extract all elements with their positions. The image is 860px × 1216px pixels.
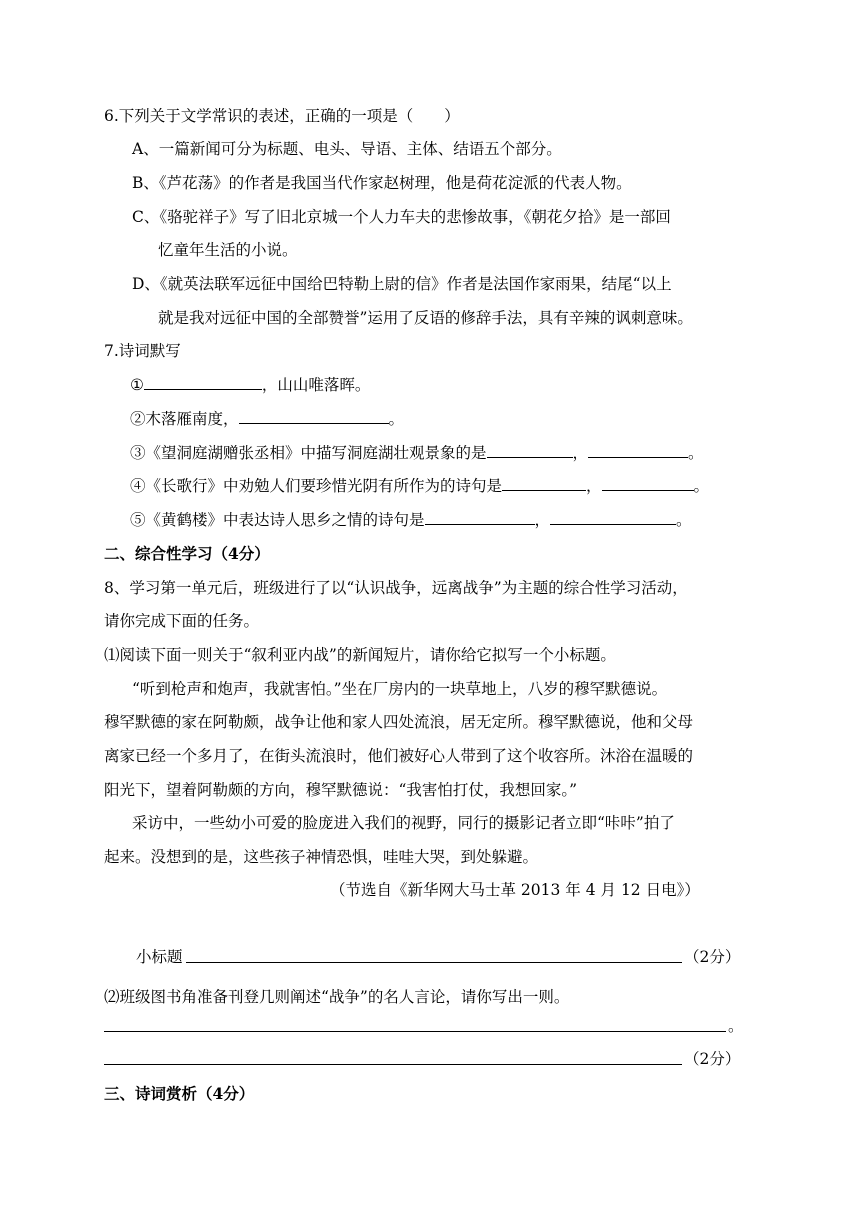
q8-sub-1: ⑴阅读下面一则关于“叙利亚内战”的新闻短片，请你给它拟写一个小标题。 (104, 646, 616, 664)
q7-blank-1a[interactable] (144, 375, 262, 390)
q7-item-2-prefix: ②木落雁南度， (130, 410, 239, 428)
q7-blank-5a[interactable] (425, 510, 535, 525)
q7-item-3-prefix: ③《望洞庭湖赠张丞相》中描写洞庭湖壮观景象的是 (130, 444, 487, 462)
q6-option-c-cont: 忆童年生活的小说。 (158, 241, 298, 259)
q7-blank-3a[interactable] (487, 443, 573, 458)
news-line-3: 离家已经一个多月了，在街头流浪时，他们被好心人带到了这个收容所。沐浴在温暖的 (104, 747, 694, 765)
q6-option-d-cont: 就是我对远征中国的全部赞誉”运用了反语的修辞手法，具有辛辣的讽刺意味。 (158, 309, 693, 327)
q6-option-d: D、《就英法联军远征中国给巴特勒上尉的信》作者是法国作家雨果，结尾“以上 (132, 275, 672, 293)
q8-line-2: 请你完成下面的任务。 (104, 612, 260, 630)
q7-blank-4a[interactable] (502, 476, 586, 491)
q8-sub-2: ⑵班级图书角准备刊登几则阐述“战争”的名人言论，请你写出一则。 (104, 988, 570, 1006)
q7-item-2-suffix: 。 (388, 410, 405, 428)
section-3-title: 三、诗词赏析（4分） (104, 1084, 255, 1103)
news-line-4: 阳光下，望着阿勒颇的方向，穆罕默德说：“我害怕打仗，我想回家。” (104, 781, 578, 799)
quote-answer-line-1[interactable] (104, 1031, 726, 1032)
q8-line-1: 8、学习第一单元后，班级进行了以“认识战争，远离战争”为主题的综合性学习活动， (104, 579, 688, 597)
q6-option-c: C、《骆驼祥子》写了旧北京城一个人力车夫的悲惨故事，《朝花夕拾》是一部回 (132, 208, 671, 226)
subtitle-answer-line[interactable] (186, 962, 682, 963)
subtitle-label: 小标题 (136, 948, 183, 966)
q7-item-4-mid: ， (586, 477, 602, 495)
q7-item-4 (130, 476, 709, 496)
quote-score: （2分） (684, 1050, 741, 1068)
q7-item-3-suffix: 。 (688, 444, 704, 462)
quote-answer-line-2[interactable] (104, 1064, 682, 1065)
q7-blank-2a[interactable] (239, 409, 389, 424)
news-line-2: 穆罕默德的家在阿勒颇，战争让他和家人四处流浪，居无定所。穆罕默德说，他和父母 (104, 713, 694, 731)
q6-option-b: B、《芦花荡》的作者是我国当代作家赵树理，他是荷花淀派的代表人物。 (132, 174, 632, 192)
q7-item-3 (130, 443, 704, 463)
q7-stem: 7.诗词默写 (104, 342, 181, 360)
q7-item-5-suffix: 。 (676, 511, 692, 529)
news-line-1: “听到枪声和炮声，我就害怕。”坐在厂房内的一块草地上，八岁的穆罕默德说。 (132, 680, 668, 698)
q7-item-1-prefix: ① (130, 376, 144, 394)
q7-blank-5b[interactable] (550, 510, 676, 525)
q7-item-1-mid: ，山山唯落晖。 (261, 376, 371, 394)
quote-period: 。 (728, 1017, 744, 1035)
news-source: （节选自《新华网大马士革 2013 年 4 月 12 日电》） (330, 881, 700, 899)
q7-item-4-suffix: 。 (693, 477, 710, 495)
q6-stem: 6.下列关于文学常识的表述，正确的一项是（ ） (104, 107, 460, 125)
q7-item-2 (130, 409, 404, 429)
q7-item-5-prefix: ⑤《黄鹤楼》中表达诗人思乡之情的诗句是 (130, 511, 425, 529)
q7-blank-4b[interactable] (602, 476, 694, 491)
news-line-6: 起来。没想到的是，这些孩子神情恐惧，哇哇大哭，到处躲避。 (104, 848, 539, 866)
q7-item-5-mid: ， (534, 511, 551, 529)
news-line-5: 采访中，一些幼小可爱的脸庞进入我们的视野，同行的摄影记者立即“咔咔”拍了 (132, 814, 675, 832)
q7-item-5 (130, 510, 692, 530)
section-2-title: 二、综合性学习（4分） (104, 544, 270, 563)
subtitle-score: （2分） (684, 948, 741, 966)
q6-option-a: A、一篇新闻可分为标题、电头、导语、主体、结语五个部分。 (132, 140, 562, 158)
q7-item-4-prefix: ④《长歌行》中劝勉人们要珍惜光阴有所作为的诗句是 (130, 477, 503, 495)
q7-item-3-mid: ， (572, 444, 589, 462)
q7-item-1 (130, 375, 370, 395)
q7-blank-3b[interactable] (588, 443, 688, 458)
